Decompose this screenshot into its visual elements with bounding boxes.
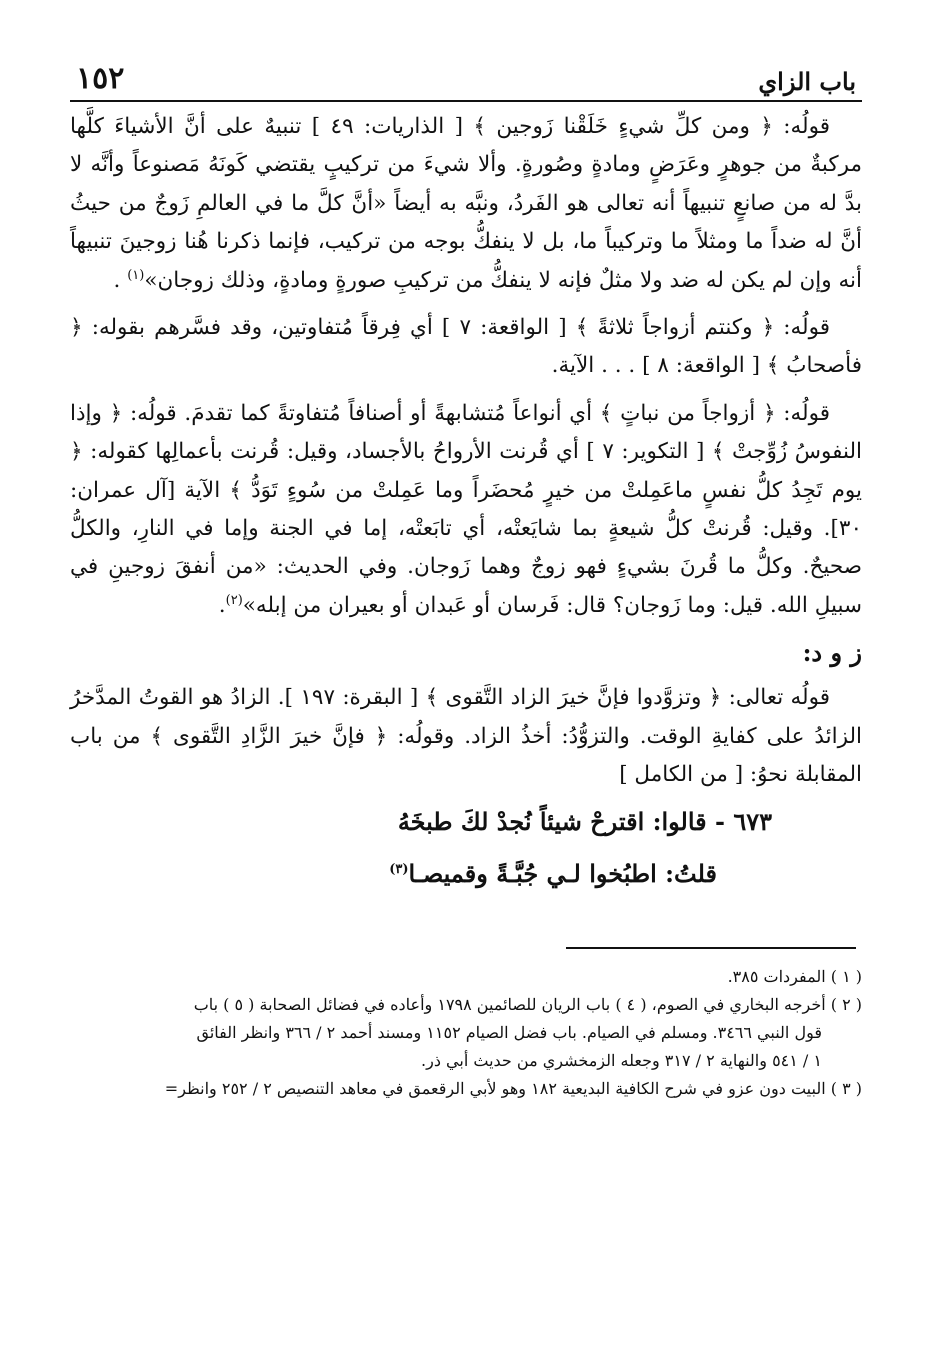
footnote-marker: ( ٢ ) [830, 994, 862, 1014]
verse-text: قلتُ: اطبُخوا لـي جُبَّـةً وقميصـا [408, 858, 717, 888]
footnote-marker: ( ١ ) [830, 966, 862, 986]
paragraph-azwaj-nabat [70, 395, 862, 625]
footnote-marker: (٣) [389, 861, 409, 877]
footnote-divider [566, 947, 856, 949]
footnote-2-continued: قول النبي ٣٤٦٦. ومسلم في الصيام. باب فضل الصيام ١١٥٢ ومسند أحمد ٢ / ٣٦٦ وانظر الفائق [196, 1022, 822, 1042]
footnote-marker: (٢) [225, 592, 243, 608]
paragraph-zawjain [70, 108, 862, 300]
page-header [70, 52, 862, 102]
paragraph-tail: . [218, 592, 226, 618]
paragraph-text: قولُه: ﴿ وكنتم أزواجاً ثلاثةً ﴾ [ الواقعة: ٧ ] أي فِرقاً مُتفاوتين، وقد فسَّرهم بقوله: ﴿ فأصحابُ ﴾ [ الواقعة: ٨ ] . . . الآية. [70, 315, 862, 379]
paragraph-text: قولُه: ﴿ ومن كلِّ شيءٍ خَلَقْنا زَوجين ﴾ [ الذاريات: ٤٩ ] تنبيهٌ على أنَّ الأشياءَ كلَّها مركبةٌ من جوهرٍ وعَرَضٍ ومادةٍ وصُورةٍ. وألا شيءَ من تركيبٍ يقتضي كَونَهُ مَصنوعاً وأنَّه لا بدَّ له من صانعٍ تنبيهاً أنه تعالى هو الفَردُ، ونبَّه به أيضاً «أنَّ كلَّ ما في العالمِ زَوجٌ من حيثُ أنَّ له ضداً ما ومثلاً ما وتركيباً ما، بل لا ينفكُّ بوجه من تركيب، فإنما ذكرنا هُنا زوجينَ تنبيهاً أنه وإن لم يكن له ضد ولا مثلٌ فإنه لا ينفكُّ من تركيبِ صورةٍ ومادةٍ، وذلك زوجان» [70, 114, 862, 293]
paragraph-zawd: قولُه تعالى: ﴿ وتزوَّدوا فإنَّ خيرَ الزاد التَّقوى ﴾ [ البقرة: ١٩٧ ]. الزادُ هو القوتُ المدَّخرُ الزائدُ على كفايةِ الوقت. والتزوُّدُ: أخذُ الزاد. وقولُه: ﴿ فإنَّ خيرَ الزَّادِ التَّقوى ﴾ من باب المقابلة نحوُ: [ من الكامل ] [70, 685, 862, 788]
chapter-title: باب الزاي [758, 67, 856, 96]
footnotes [70, 963, 862, 1103]
footnote-3 [70, 1075, 862, 1103]
verse-line-1: ٦٧٣ - قالوا: اقترحْ شيئاً نُجدْ لكَ طبخَهُ [397, 806, 772, 836]
footnote-2 [70, 991, 862, 1019]
footnote-marker: ( ٣ ) [830, 1078, 862, 1098]
paragraph-tail: . [113, 267, 128, 293]
page-number: ١٥٢ [76, 61, 125, 96]
footnote-1 [70, 963, 862, 991]
paragraph-azwaj-thalatha [70, 309, 862, 386]
section-heading: ز و د: [802, 638, 862, 668]
footnote-text: المفردات ٣٨٥. [727, 966, 826, 986]
paragraph-text: قولُه: ﴿ أزواجاً من نباتٍ ﴾ أي أنواعاً مُتشابهةً أو أصنافاً مُتفاوتةً كما تقدمَ. قولُه: ﴿ وإذا النفوسُ زُوِّجتْ ﴾ [ التكوير: ٧ ] أي قُرنت الأرواحُ بالأجساد، وقيل: قُرنت بأعمالِها كقوله: ﴿ يوم تَجِدُ كلُّ نفسٍ ماعَمِلتْ من خيرٍ مُحضَراً وما عَمِلتْ من سُوءٍ تَوَدُّ ﴾ الآية [آل عمران: ٣٠]. وقيل: قُرنتْ كلُّ شيعةٍ بما شايَعتْه، أي تابَعتْه، إما في الجنة وإما في النارِ، والكلُّ صحيحٌ. وكلُّ ما قُرنَ بشيءٍ فهو زوجٌ وهما زَوجان. وفي الحديث: «من أنفقَ زوجينِ في سبيلِ الله. قيل: وما زَوجان؟ قال: فَرسان أو عَبدان أو بعيران من إبله» [70, 400, 862, 618]
footnote-marker: (١) [127, 267, 145, 283]
footnote-text: أخرجه البخاري في الصوم، ( ٤ ) باب الريان للصائمين ١٧٩٨ وأعاده في فضائل الصحابة ( ٥ ) باب [193, 994, 826, 1014]
footnote-2-continued: ١ / ٥٤١ والنهاية ٢ / ٣١٧ وجعله الزمخشري من حديث أبي ذر. [421, 1050, 822, 1070]
verse-line-2 [70, 851, 862, 897]
footnote-text: البيت دون عزو في شرح الكافية البديعية ١٨٢ وهو لأبي الرقعمق في معاهد التنصيص ٢ / ٢٥٢ وانظر= [164, 1078, 826, 1098]
